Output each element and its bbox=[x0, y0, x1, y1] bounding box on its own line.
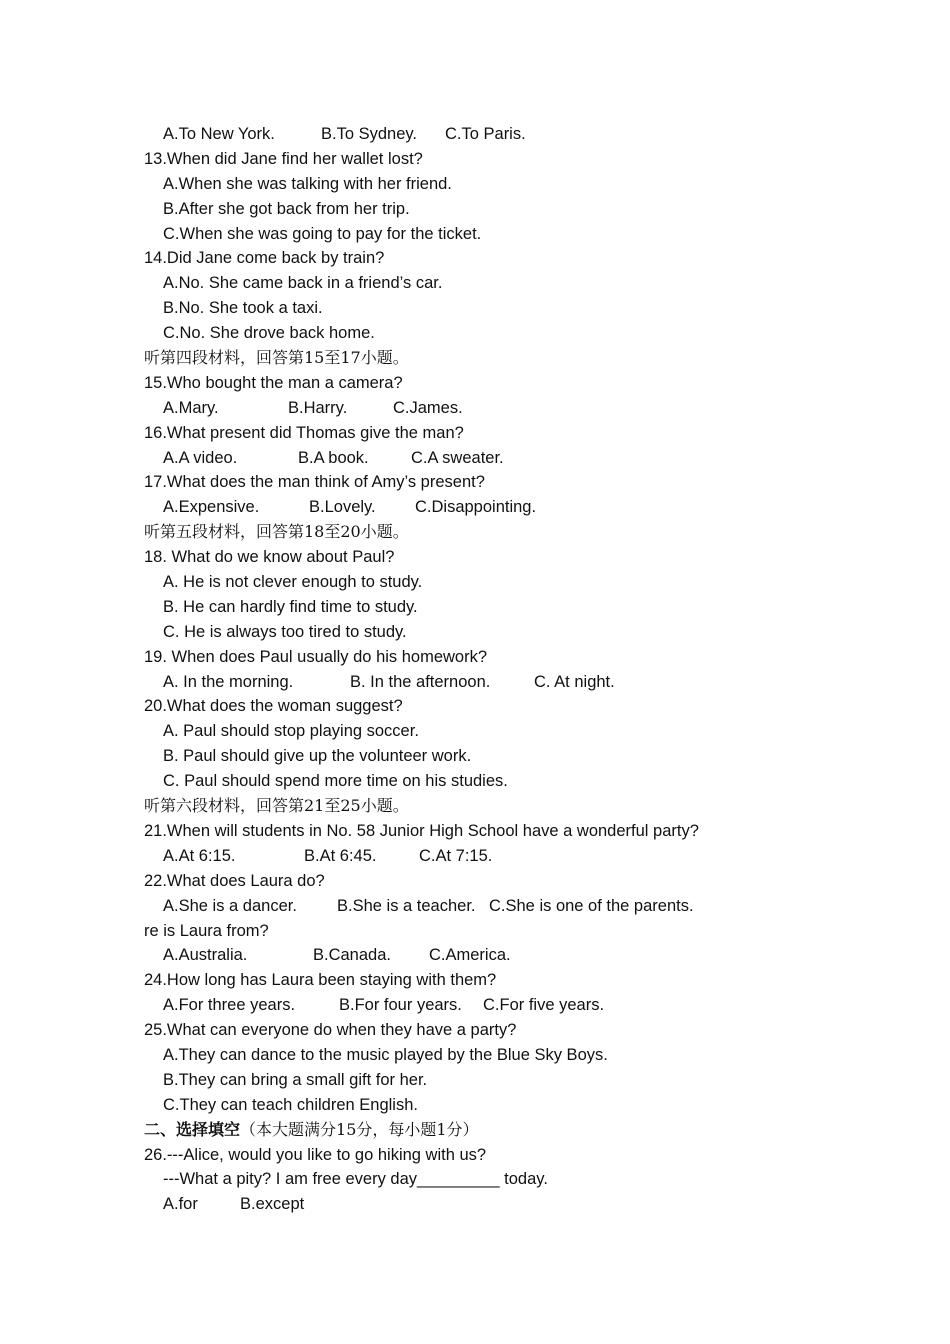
q26-option-b: B.except bbox=[240, 1195, 305, 1214]
q19-stem: 19. When does Paul usually do his homework? bbox=[144, 647, 488, 666]
q23-option-b: B.Canada. bbox=[313, 946, 391, 965]
q17-option-b: B.Lovely. bbox=[309, 498, 376, 517]
q18-option-a: A. He is not clever enough to study. bbox=[163, 573, 423, 592]
q22-option-c: C.She is one of the parents. bbox=[489, 896, 694, 915]
q16-option-c: C.A sweater. bbox=[411, 448, 504, 467]
q21-option-a: A.At 6:15. bbox=[163, 846, 236, 865]
q13-stem: 13.When did Jane find her wallet lost? bbox=[144, 149, 423, 168]
q23-option-a: A.Australia. bbox=[163, 946, 248, 965]
part-2-note: （本大题满分15分，每小题1分） bbox=[240, 1119, 479, 1139]
q19-options bbox=[144, 670, 864, 695]
q17-option-c: C.Disappointing. bbox=[415, 498, 537, 517]
q18-option-b: B. He can hardly find time to study. bbox=[163, 597, 418, 616]
q22-option-a: A.She is a dancer. bbox=[163, 896, 297, 915]
section-6-heading: 听第六段材料，回答第21至25小题。 bbox=[144, 796, 409, 816]
q19-option-c: C. At night. bbox=[534, 672, 615, 691]
q22-option-b: B.She is a teacher. bbox=[337, 896, 476, 915]
q17-stem: 17.What does the man think of Amy’s present? bbox=[144, 473, 485, 492]
q18-stem: 18. What do we know about Paul? bbox=[144, 548, 395, 567]
q24-options bbox=[144, 993, 864, 1018]
q14-option-c: C.No. She drove back home. bbox=[163, 324, 375, 343]
q20-option-a: A. Paul should stop playing soccer. bbox=[163, 722, 419, 741]
q15-options bbox=[144, 396, 864, 421]
q25-option-a: A.They can dance to the music played by the Blue Sky Boys. bbox=[163, 1045, 608, 1064]
q19-option-a: A. In the morning. bbox=[163, 672, 294, 691]
q13-option-c: C.When she was going to pay for the ticket. bbox=[163, 224, 482, 243]
q14-option-b: B.No. She took a taxi. bbox=[163, 299, 323, 318]
section-4-heading: 听第四段材料，回答第15至17小题。 bbox=[144, 348, 409, 368]
q16-option-b: B.A book. bbox=[298, 448, 369, 467]
q14-stem: 14.Did Jane come back by train? bbox=[144, 249, 385, 268]
q24-option-b: B.For four years. bbox=[339, 996, 462, 1015]
q17-options bbox=[144, 495, 864, 520]
q26-stem: 26.---Alice, would you like to go hiking with us? bbox=[144, 1145, 487, 1164]
q12-option-b: B.To Sydney. bbox=[321, 125, 417, 143]
q14-option-a: A.No. She came back in a friend’s car. bbox=[163, 274, 443, 293]
q24-option-a: A.For three years. bbox=[163, 996, 296, 1015]
part-2-heading bbox=[144, 1118, 864, 1143]
q20-option-c: C. Paul should spend more time on his studies. bbox=[163, 772, 508, 791]
q15-option-a: A.Mary. bbox=[163, 398, 219, 417]
question-list bbox=[144, 122, 864, 1217]
q13-option-b: B.After she got back from her trip. bbox=[163, 199, 410, 218]
q19-option-b: B. In the afternoon. bbox=[350, 672, 491, 691]
q26-options bbox=[144, 1192, 864, 1217]
q24-stem: 24.How long has Laura been staying with them? bbox=[144, 971, 497, 990]
q15-option-b: B.Harry. bbox=[288, 398, 348, 417]
q15-option-c: C.James. bbox=[393, 398, 463, 417]
q25-option-b: B.They can bring a small gift for her. bbox=[163, 1070, 428, 1089]
q20-stem: 20.What does the woman suggest? bbox=[144, 697, 403, 716]
q23-options bbox=[144, 943, 864, 968]
q16-options bbox=[144, 446, 864, 471]
q21-stem: 21.When will students in No. 58 Junior High School have a wonderful party? bbox=[144, 821, 699, 840]
q23-stem: re is Laura from? bbox=[144, 921, 269, 940]
q12-option-c: C.To Paris. bbox=[445, 125, 526, 143]
q15-stem: 15.Who bought the man a camera? bbox=[144, 373, 403, 392]
q12-options bbox=[144, 122, 864, 147]
q13-option-a: A.When she was talking with her friend. bbox=[163, 174, 452, 193]
q26-response: ---What a pity? I am free every day_________ today. bbox=[163, 1170, 548, 1189]
q25-stem: 25.What can everyone do when they have a party? bbox=[144, 1021, 517, 1040]
q16-stem: 16.What present did Thomas give the man? bbox=[144, 423, 464, 442]
q23-option-c: C.America. bbox=[429, 946, 511, 965]
q17-option-a: A.Expensive. bbox=[163, 498, 260, 517]
q26-option-a: A.for bbox=[163, 1195, 198, 1214]
part-2-title: 二、选择填空 bbox=[144, 1119, 241, 1139]
q25-option-c: C.They can teach children English. bbox=[163, 1095, 418, 1114]
q22-options bbox=[144, 894, 864, 919]
q18-option-c: C. He is always too tired to study. bbox=[163, 622, 407, 641]
q20-option-b: B. Paul should give up the volunteer work. bbox=[163, 747, 472, 766]
q21-options bbox=[144, 844, 864, 869]
q22-stem: 22.What does Laura do? bbox=[144, 871, 325, 890]
q24-option-c: C.For five years. bbox=[483, 996, 605, 1015]
q21-option-c: C.At 7:15. bbox=[419, 846, 493, 865]
section-5-heading: 听第五段材料，回答第18至20小题。 bbox=[144, 522, 409, 542]
q21-option-b: B.At 6:45. bbox=[304, 846, 377, 865]
q12-option-a: A.To New York. bbox=[163, 125, 275, 143]
q16-option-a: A.A video. bbox=[163, 448, 238, 467]
